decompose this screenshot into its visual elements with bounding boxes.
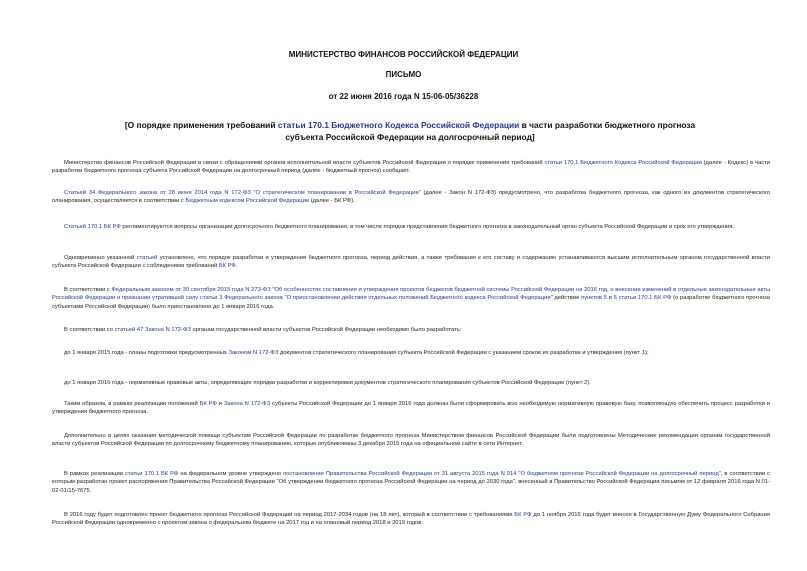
- paragraph-9: [52, 400, 770, 417]
- link-budget-code[interactable]: Бюджетным кодексом Российской Федерации: [185, 198, 310, 205]
- text: .: [235, 263, 238, 270]
- link-bk-rf[interactable]: БК РФ: [218, 263, 236, 270]
- text: и: [606, 295, 614, 302]
- link-federal-law-273[interactable]: Федеральным законом от 30 сентября 2015 года N 273-ФЗ "Об особенностях составления и утверждения проектов бюджетов бюджетной системы Российской Федерации на 2016 год, о внесении изменений в отдельные законодательные акты Российской Федерации и признании утратившей силу статьи 3 Федерального закона "О приостановлении действия отдельных положений Бюджетного кодекса Российской Федерации": [52, 287, 770, 302]
- text: действие: [552, 295, 582, 302]
- document-type: ПИСЬМО: [385, 70, 422, 79]
- text: органам государственной власти субъектов Российской Федерации необходимо было разработать:: [190, 327, 462, 333]
- text: до 1 января 2015 года - планы подготовки предусмотренных: [64, 350, 229, 356]
- paragraph-4: [52, 254, 770, 271]
- text: (далее - Кодекс) в части разработки бюджетного прогноза субъекта Российской Федерации на долгосрочный период (далее - бюджетный прогноз) сообщает.: [52, 160, 770, 175]
- link-article-47[interactable]: статьей 47 Закона N 172-ФЗ: [114, 327, 191, 333]
- text: (о разработке бюджетного прогноза субъектами Российской Федерации) было приостановлено до 1 января 2016 года.: [52, 295, 770, 310]
- text: на федеральном уровне утверждено: [178, 471, 284, 477]
- link-law-172[interactable]: Закона N 172-ФЗ: [223, 401, 271, 407]
- paragraph-1: [52, 159, 770, 176]
- text: регламентируются вопросы организации долгосрочного бюджетного планирования, в том числе порядок представления бюджетного прогноза в законодательный орган субъекта Российской Федерации и срок его утверждения.: [120, 224, 735, 230]
- text: Министерство финансов Российской Федерации в связи с обращениями органов исполнительной власти субъектов Российской Федерации о порядке применения требований: [64, 160, 545, 166]
- link-government-resolution-914[interactable]: постановление Правительства Российской Федерации от 31 августа 2015 года N 914 "О бюджетном прогнозе Российской Федерации на долгосрочный период": [283, 471, 721, 477]
- text: В соответствии с: [64, 287, 112, 293]
- link-law-172[interactable]: Законом N 172-ФЗ: [228, 350, 279, 356]
- text: , в соответствии с которым разработан проект распоряжения Правительства Российской Федерации "Об утверждении бюджетного прогноза Российской Федерации на период до 2030 года", внесенный в Правительство Российской Федерации письмом от 12 февраля 2016 года N 01-02-01/15-7675.: [52, 471, 770, 494]
- text: до 1 января 2016 года - нормативные правовые акты, определяющие порядки разработки и корректировки документов стратегического планирования субъектов Российской Федерации (пункт 2).: [64, 380, 591, 386]
- paragraph-2: [52, 189, 770, 206]
- text: установлено, что порядок разработки и утверждения бюджетного прогноза, период действия, а также требования к его составу и содержанию устанавливаются высшим исполнительным органом государственной власти субъекта Российской Федерации с соблюдением требований: [52, 255, 770, 270]
- text: В 2016 году будет подготовлен проект бюджетного прогноза Российской Федерации на период 2017-2034 годов (на 18 лет), который в соответствии с требованиями: [64, 512, 515, 518]
- link-article-34-law[interactable]: Статьей 34 Федерального закона от 28 июня 2014 года N 172-ФЗ "О стратегическом планировании в Российской Федерации": [64, 190, 421, 196]
- link-article-170-1-bk[interactable]: статьи 170.1 БК РФ: [125, 471, 179, 477]
- text: Дополнительно в целях оказания методической помощи субъектам Российской Федерации по разработке бюджетного прогноза Министерством финансов Российской Федерации были подготовлены Методические рекомендации органам государственной власти субъектов Российской Федерации по долгосрочному бюджетному планированию, которые опубликованы 3 декабря 2015 года на официальном сайте в сети Интернет.: [52, 433, 770, 448]
- text: В соответствии со: [64, 327, 115, 333]
- text: субъекты Российской Федерации до 1 января 2016 года должны были сформировать всю необходимую нормативную правовую базу, позволяющую обеспечить процесс разработки и утверждения бюджетного прогноза.: [52, 401, 770, 416]
- paragraph-8: [52, 379, 770, 387]
- text: документов стратегического планирования субъекта Российской Федерации с указанием сроков их разработки и утверждения (пункт 1);: [278, 350, 649, 356]
- ministry-heading: МИНИСТЕРСТВО ФИНАНСОВ РОССИЙСКОЙ ФЕДЕРАЦИИ: [288, 50, 519, 59]
- title-open: [О порядке применения требований: [124, 120, 278, 130]
- text: до 1 ноября 2016 года будет внесен в Государственную Думу Федерального Собрания Российской Федерации одновременно с проектом закона о федеральном бюджете на 2017 год и на плановый период 2018 и 2019 годов.: [52, 512, 771, 527]
- paragraph-5: [52, 286, 770, 311]
- link-article[interactable]: статьей: [136, 255, 158, 261]
- text: Таким образом, в рамках реализации положений: [64, 401, 200, 407]
- text: (далее - Закон N 172-ФЗ) предусмотрено, что разработка бюджетного прогноза, как одного из документов стратегического планирования, осуществляется в соответствии с: [52, 190, 770, 205]
- paragraph-12: [52, 511, 770, 528]
- paragraph-10: [52, 432, 770, 449]
- link-article-170-1[interactable]: статьи 170.1 Бюджетного Кодекса Российской Федерации: [544, 160, 702, 166]
- paragraph-3: [52, 223, 770, 231]
- title-close: в части разработки бюджетного прогноза субъекта Российской Федерации на долгосрочный период]: [285, 120, 696, 142]
- text: Одновременно указанной: [64, 255, 137, 261]
- link-bk-rf[interactable]: БК РФ: [199, 401, 217, 407]
- text: В рамках реализации: [64, 471, 125, 477]
- title-link-article[interactable]: статьи 170.1 Бюджетного Кодекса Российской Федерации: [277, 120, 520, 130]
- paragraph-6: [52, 326, 770, 334]
- link-bk-rf[interactable]: БК РФ: [514, 512, 532, 518]
- text: (далее - БК РФ).: [309, 198, 355, 205]
- link-point-5[interactable]: пунктов 5: [581, 295, 607, 302]
- paragraph-11: [52, 470, 770, 495]
- link-article-170-1-bk[interactable]: Статьей 170.1 БК РФ: [64, 224, 121, 230]
- link-point-6-article-170-1[interactable]: 6 статьи 170.1 БК РФ: [613, 295, 672, 302]
- paragraph-7: [52, 349, 770, 357]
- document-date-number: от 22 июня 2016 года N 15-06-05/36228: [328, 92, 479, 101]
- document-title: [110, 119, 710, 143]
- text: и: [216, 401, 224, 407]
